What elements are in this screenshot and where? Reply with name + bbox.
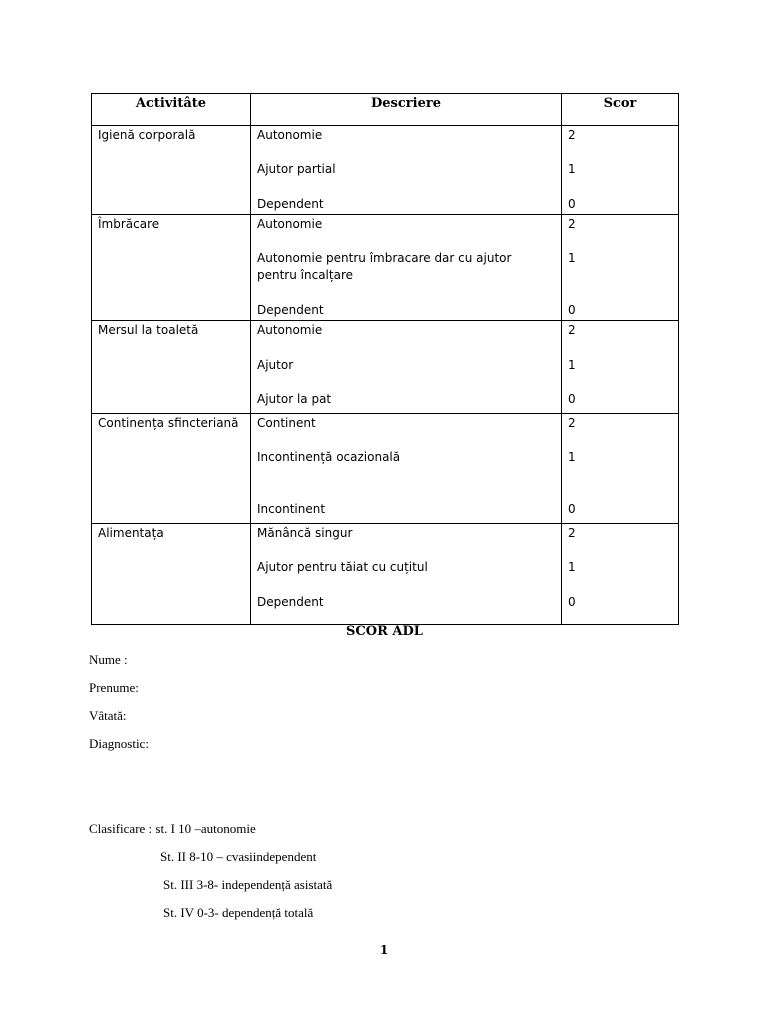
option-score: 0 <box>568 595 576 609</box>
activity-label: Mersul la toaletă <box>98 323 199 337</box>
option-description: Ajutor <box>257 358 294 372</box>
field-varsta: Vâtată: <box>89 708 127 723</box>
option-description: Ajutor pentru tăiat cu cuțitul <box>257 560 428 574</box>
option-score: 1 <box>568 450 576 464</box>
activity-label: Continența sfincteriană <box>98 416 239 430</box>
option-description: Ajutor partial <box>257 162 336 176</box>
table-row <box>92 524 679 625</box>
table-row <box>92 414 679 524</box>
option-score: 0 <box>568 392 576 406</box>
classification-st2: St. II 8-10 – cvasiindependent <box>160 849 317 864</box>
score-cell <box>562 321 679 414</box>
option-description: Continent <box>257 416 316 430</box>
option-description: Dependent <box>257 197 324 211</box>
description-cell <box>251 321 562 414</box>
description-cell <box>251 215 562 321</box>
option-description: Dependent <box>257 303 324 317</box>
score-cell <box>562 215 679 321</box>
option-description: Autonomie <box>257 323 323 337</box>
option-score: 2 <box>568 217 576 231</box>
option-description: Incontinență ocazională <box>257 450 401 464</box>
activity-cell <box>92 215 251 321</box>
description-cell <box>251 414 562 524</box>
field-nume: Nume : <box>89 652 128 667</box>
option-score: 1 <box>568 251 576 265</box>
classification-st1: Clasificare : st. I 10 –autonomie <box>89 821 256 836</box>
option-score: 2 <box>568 323 576 337</box>
score-cell <box>562 524 679 625</box>
option-score: 1 <box>568 358 576 372</box>
table-row <box>92 126 679 215</box>
activity-label: Igienă corporală <box>98 128 196 142</box>
option-description: Autonomie <box>257 217 323 231</box>
header-activity: Activitâte <box>92 94 251 126</box>
option-score: 2 <box>568 416 576 430</box>
section-title: SCOR ADL <box>346 624 423 639</box>
table-row <box>92 215 679 321</box>
option-score: 2 <box>568 526 576 540</box>
option-score: 1 <box>568 560 576 574</box>
description-cell <box>251 126 562 215</box>
score-cell <box>562 414 679 524</box>
option-score: 0 <box>568 502 576 516</box>
option-score: 0 <box>568 303 576 317</box>
activity-cell <box>92 126 251 215</box>
adl-score-table <box>91 93 679 625</box>
option-description: Mănâncă singur <box>257 526 353 540</box>
option-score: 0 <box>568 197 576 211</box>
activity-cell <box>92 414 251 524</box>
option-score: 2 <box>568 128 576 142</box>
header-score: Scor <box>562 94 679 126</box>
field-diagnostic: Diagnostic: <box>89 736 149 751</box>
option-description: Autonomie <box>257 128 323 142</box>
table-row <box>92 321 679 414</box>
option-description: Dependent <box>257 595 324 609</box>
score-cell <box>562 126 679 215</box>
page-number: 1 <box>379 943 389 957</box>
option-description: Autonomie pentru îmbracare dar cu ajutor pentru încalțare <box>257 251 512 282</box>
field-prenume: Prenume: <box>89 680 139 695</box>
classification-st4: St. IV 0-3- dependență totală <box>163 905 314 920</box>
activity-cell <box>92 321 251 414</box>
header-description: Descriere <box>251 94 562 126</box>
classification-st3: St. III 3-8- independență asistată <box>163 877 333 892</box>
activity-label: Îmbrăcare <box>98 217 160 231</box>
option-score: 1 <box>568 162 576 176</box>
activity-cell <box>92 524 251 625</box>
option-description: Incontinent <box>257 502 326 516</box>
description-cell <box>251 524 562 625</box>
table-header-row <box>92 94 679 126</box>
activity-label: Alimentața <box>98 526 164 540</box>
option-description: Ajutor la pat <box>257 392 332 406</box>
